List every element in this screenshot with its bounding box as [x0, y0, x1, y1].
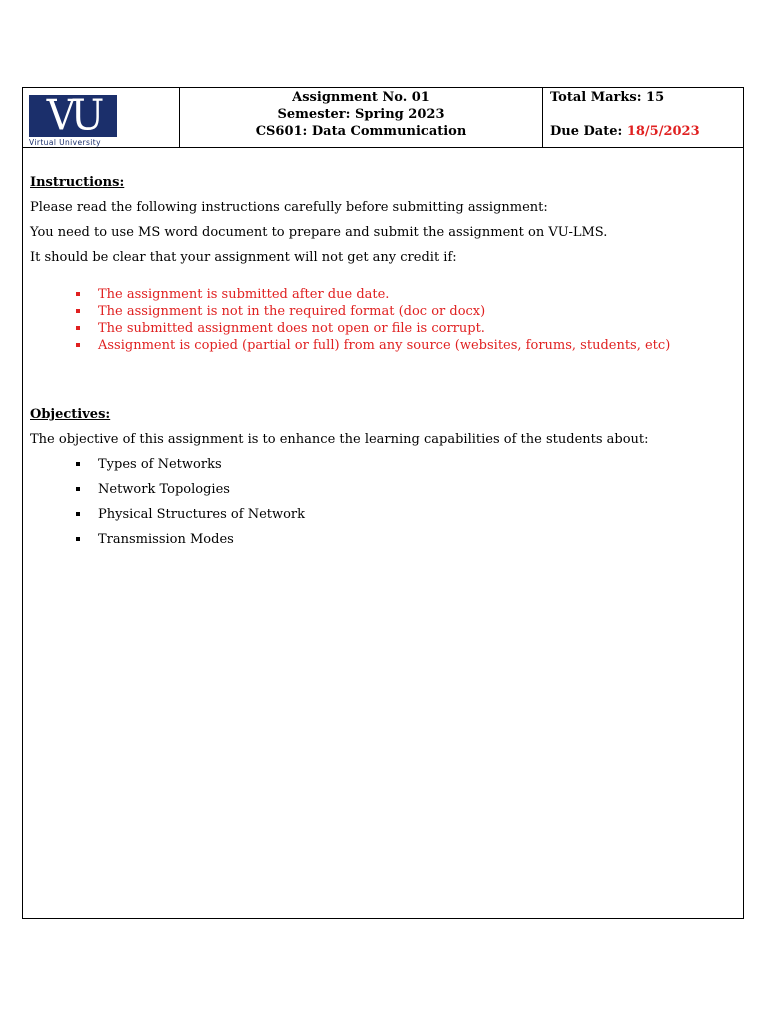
logo-mark: VU: [46, 91, 100, 141]
list-item: The submitted assignment does not open or file is corrupt.: [98, 320, 730, 337]
list-item: Assignment is copied (partial or full) from any source (websites, forums, students, etc): [98, 337, 730, 354]
list-item: The assignment is not in the required format (doc or docx): [98, 303, 730, 320]
marks-cell: [543, 88, 743, 147]
credit-conditions-list: [30, 286, 730, 354]
instructions-heading: Instructions:: [30, 175, 125, 190]
due-date: [550, 123, 743, 140]
objectives-section: [30, 406, 730, 548]
assignment-number: Assignment No. 01: [292, 90, 430, 105]
total-marks: Total Marks: 15: [550, 90, 665, 105]
instruction-line: You need to use MS word document to prepare and submit the assignment on VU-LMS.: [30, 225, 608, 240]
instruction-line: Please read the following instructions carefully before submitting assignment:: [30, 200, 548, 215]
due-date-value: 18/5/2023: [626, 124, 700, 139]
due-date-label: Due Date:: [550, 124, 627, 139]
semester: Semester: Spring 2023: [277, 107, 445, 122]
vu-logo: [29, 91, 117, 141]
objectives-heading: Objectives:: [30, 407, 111, 422]
header-table: [23, 88, 743, 148]
instruction-line: It should be clear that your assignment will not get any credit if:: [30, 250, 457, 265]
logo-subtitle: Virtual University: [29, 138, 101, 147]
logo-cell: [23, 88, 180, 147]
list-item: Transmission Modes: [98, 531, 730, 548]
document-body: [30, 174, 730, 556]
objectives-intro: The objective of this assignment is to enhance the learning capabilities of the students about:: [30, 432, 649, 447]
list-item: Network Topologies: [98, 481, 730, 498]
list-item: Physical Structures of Network: [98, 506, 730, 523]
list-item: The assignment is submitted after due date.: [98, 286, 730, 303]
assignment-title-cell: [180, 88, 543, 147]
list-item: Types of Networks: [98, 456, 730, 473]
objectives-list: [30, 456, 730, 548]
course-title: CS601: Data Communication: [255, 124, 467, 139]
